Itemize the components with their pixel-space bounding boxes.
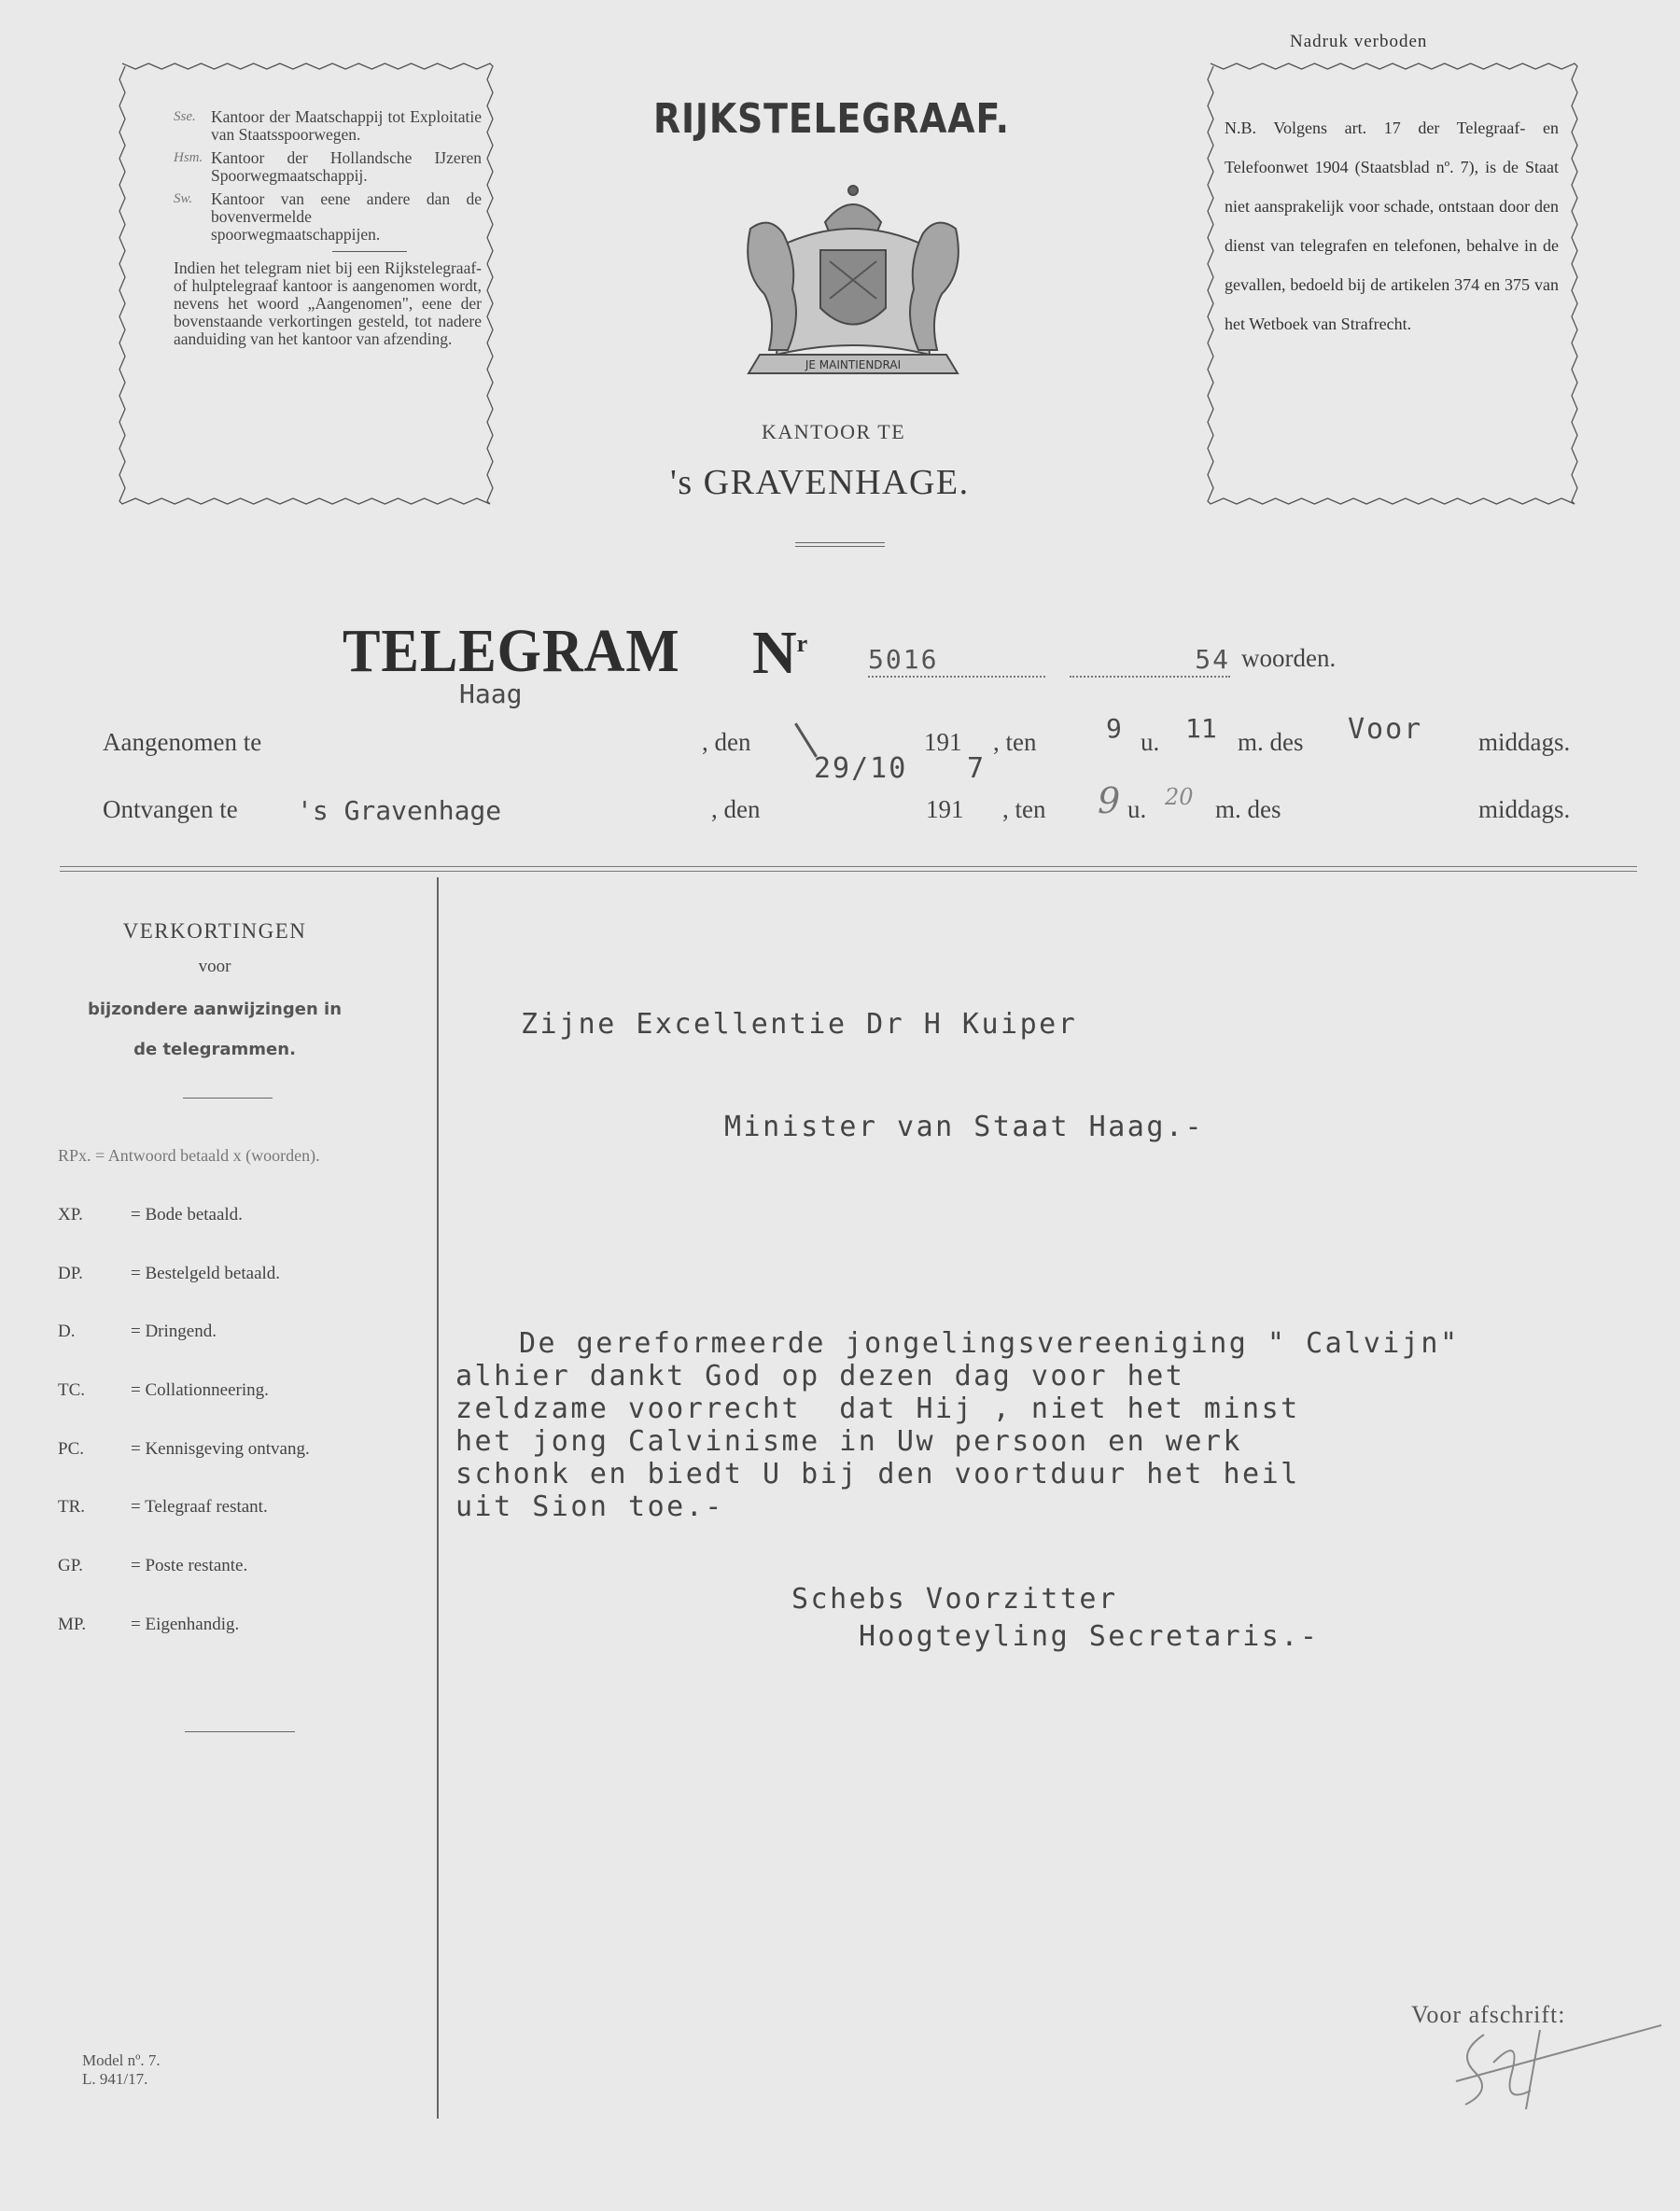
abbr-desc: = Eigenhandig.	[131, 1615, 240, 1634]
office-abbreviations-box	[118, 62, 495, 506]
telegram-title: TELEGRAM	[343, 617, 680, 685]
divider	[332, 251, 407, 252]
message-line: zeldzame voorrecht dat Hij , niet het minst	[455, 1392, 1300, 1425]
accepted-minute: 11	[1185, 713, 1217, 744]
list-end-rule	[185, 1731, 295, 1732]
model-reference	[82, 2051, 161, 2089]
abbr-desc: = Dringend.	[131, 1322, 217, 1341]
accepted-place: Haag	[459, 679, 523, 709]
message-line: het jong Calvinisme in Uw persoon en werk	[455, 1425, 1243, 1458]
office-note: Indien het telegram niet bij een Rijkstelegraaf- of hulptelegraaf kantoor is aangenomen wordt, nevens het woord „Aangenomen", eene der bovenstaande verkortingen gesteld, tot nadere aanduiding van het kantoor van afzending.	[174, 259, 482, 348]
abbr-description: Kantoor der Maatschappij tot Exploitatie van Staatsspoorwegen.	[211, 107, 482, 144]
addressee-title: Minister van Staat Haag.-	[724, 1111, 1205, 1143]
model-ref: L. 941/17.	[82, 2070, 148, 2088]
accepted-date: 29/10	[814, 752, 908, 785]
abbr-code: RPx.	[58, 1146, 91, 1165]
accepted-voor: Voor	[1348, 713, 1423, 746]
abbr-item-tc	[58, 1380, 269, 1401]
received-label: Ontvangen te	[103, 795, 238, 823]
addressee: Zijne Excellentie Dr H Kuiper	[521, 1008, 1078, 1041]
abbr-desc: = Kennisgeving ontvang.	[131, 1439, 310, 1459]
accepted-m-des: m. des	[1238, 728, 1304, 756]
accepted-label: Aangenomen te	[103, 728, 262, 756]
received-year: 191	[926, 795, 964, 823]
accepted-year-digit: 7	[967, 752, 985, 785]
abbr-row-sw	[174, 190, 482, 244]
motto-ribbon-text: JE MAINTIENDRAI	[805, 358, 902, 371]
accepted-den: , den	[702, 728, 751, 756]
words-label: woorden.	[1241, 644, 1337, 672]
abbr-desc: = Poste restante.	[131, 1556, 248, 1575]
abbr-desc: = Bestelgeld betaald.	[131, 1264, 281, 1283]
nr-label: N	[752, 619, 797, 687]
abbr-item-rpx	[58, 1146, 320, 1166]
abbr-desc: = Telegraaf restant.	[131, 1497, 268, 1517]
message-body	[455, 1327, 1460, 1523]
received-m-des: m. des	[1215, 795, 1281, 823]
abbr-description: Kantoor der Hollandsche IJzeren Spoorwegmaatschappij.	[211, 148, 482, 185]
handwritten-initials-signature	[1400, 2016, 1671, 2119]
abbr-row-sse	[174, 108, 482, 144]
verkortingen-voor: voor	[198, 957, 231, 976]
verkortingen-header	[0, 915, 429, 1066]
abbr-desc: = Bode betaald.	[131, 1205, 243, 1224]
abbr-item-gp	[58, 1556, 247, 1576]
telegram-number: 5016	[868, 644, 939, 675]
model-number: Model nº. 7.	[82, 2051, 161, 2069]
column-divider	[437, 877, 439, 2119]
verkortingen-line3: bijzondere aanwijzingen in	[87, 1000, 343, 1019]
office-city: 's GRAVENHAGE.	[670, 463, 970, 502]
verkortingen-rule	[183, 1098, 273, 1099]
abbr-item-tr	[58, 1497, 268, 1518]
abbr-description: Kantoor van eene andere dan de bovenvermelde spoorwegmaatschappijen.	[211, 189, 482, 244]
accepted-u: u.	[1141, 728, 1160, 756]
reprint-forbidden-label: Nadruk verboden	[1290, 32, 1428, 51]
abbr-item-pc	[58, 1439, 310, 1460]
received-hour: 9	[1098, 780, 1121, 821]
office-label: KANTOOR TE	[762, 420, 906, 443]
abbr-code: Sw.	[174, 191, 193, 206]
received-u: u.	[1127, 795, 1147, 823]
abbr-code: XP.	[58, 1205, 83, 1224]
received-place: 's Gravenhage	[297, 795, 502, 826]
liability-notice-box	[1206, 62, 1579, 506]
message-line: De gereformeerde jongelingsvereeniging " Calvijn"	[519, 1327, 1460, 1360]
abbr-code: DP.	[58, 1264, 83, 1283]
liability-notice-text: N.B. Volgens art. 17 der Telegraaf- en Telefoonwet 1904 (Staatsblad nº. 7), is de Staat niet aansprakelijk voor schade, ontstaan door den dienst van telegrafen en telefonen, behalve in de gevallen, bedoeld bij de artikelen 374 en 375 van het Wetboek van Strafrecht.	[1225, 119, 1559, 333]
message-line: schonk en biedt U bij den voortduur het heil	[455, 1458, 1300, 1490]
received-middags: middags.	[1478, 795, 1571, 823]
telegram-nr-label	[752, 618, 807, 689]
received-den: , den	[711, 795, 761, 823]
accepted-year: 191	[924, 728, 962, 756]
voor-afschrift-label: Voor afschrift:	[1411, 2001, 1566, 2028]
accepted-hour: 9	[1106, 713, 1122, 744]
signature-secretary: Hoogteyling Secretaris.-	[859, 1620, 1320, 1653]
verkortingen-title: VERKORTINGEN	[122, 919, 307, 943]
signature-chairman: Schebs Voorzitter	[791, 1583, 1118, 1616]
accepted-middags: middags.	[1478, 728, 1571, 756]
word-count-field	[1070, 644, 1230, 678]
nr-superscript: r	[796, 630, 808, 657]
abbr-code: GP.	[58, 1556, 83, 1575]
abbr-code: Sse.	[174, 109, 196, 124]
header-divider	[795, 542, 885, 547]
abbr-code: Hsm.	[174, 150, 203, 165]
message-line: uit Sion toe.-	[455, 1490, 724, 1523]
abbr-item-d	[58, 1322, 217, 1342]
abbr-code: D.	[58, 1322, 76, 1341]
received-ten: , ten	[1002, 795, 1046, 823]
rijkstelegraaf-title: RIJKSTELEGRAAF.	[653, 95, 1010, 143]
telegram-number-field	[868, 644, 1045, 678]
form-separator	[60, 866, 1637, 872]
abbr-desc: = Antwoord betaald x (woorden).	[95, 1146, 320, 1165]
abbr-item-xp	[58, 1205, 243, 1225]
abbr-code: PC.	[58, 1439, 84, 1459]
received-minute: 20	[1165, 784, 1194, 810]
message-line: alhier dankt God op dezen dag voor het	[455, 1360, 1185, 1392]
abbr-code: TR.	[58, 1497, 86, 1517]
abbr-item-mp	[58, 1615, 239, 1635]
abbr-code: MP.	[58, 1615, 87, 1634]
abbr-desc: = Collationneering.	[131, 1380, 269, 1400]
abbr-item-dp	[58, 1264, 280, 1284]
verkortingen-line4: de telegrammen.	[133, 1040, 296, 1059]
accepted-ten: , ten	[993, 728, 1037, 756]
word-count: 54	[1195, 644, 1230, 675]
abbr-row-hsm	[174, 149, 482, 185]
coat-of-arms-emblem	[713, 177, 993, 392]
abbr-code: TC.	[58, 1380, 86, 1400]
